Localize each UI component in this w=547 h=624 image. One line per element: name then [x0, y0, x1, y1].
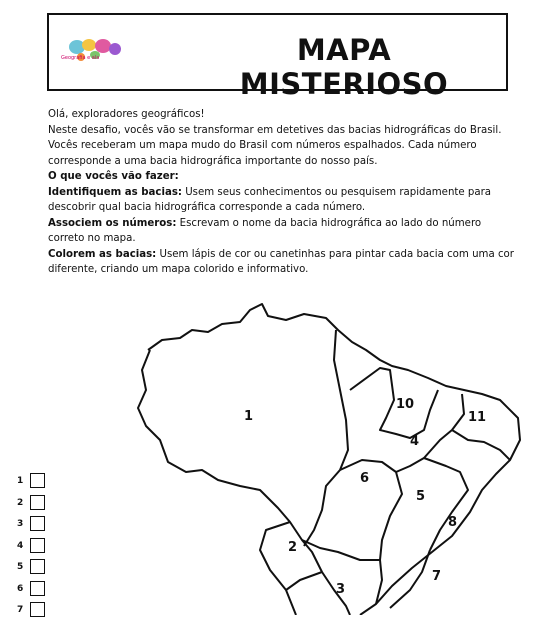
answer-checkbox[interactable]: [30, 516, 45, 531]
instructions: [48, 107, 518, 278]
answer-number: 3: [17, 519, 24, 529]
greeting: Olá, exploradores geográficos!: [48, 109, 205, 120]
answer-number: 2: [17, 497, 24, 508]
step-identify: Identifiquem as bacias: Usem seus conhecimentos ou pesquisem rapidamente para descobrir qual bacia hidrográfica corresponde a cada número.: [48, 186, 492, 213]
answer-checkbox[interactable]: [30, 538, 45, 553]
map-label-11: 11: [468, 410, 487, 425]
map-label-8: 8: [448, 515, 458, 530]
logo-text: Geografia e ala: [61, 55, 100, 61]
answer-number: 1: [17, 476, 24, 486]
map-label-10: 10: [396, 397, 415, 412]
answer-checkbox[interactable]: [30, 602, 45, 617]
answer-checkbox[interactable]: [30, 559, 45, 574]
answer-number: 4: [17, 540, 24, 551]
answer-number: 6: [17, 583, 24, 594]
map-label-2: 2: [288, 540, 298, 555]
map-label-3: 3: [336, 582, 346, 597]
intro-paragraph: Neste desafio, vocês vão se transformar em detetives das bacias hidrográficas do Brasil. Vocês receberam um mapa mudo do Brasil com números espalhados. Cada número corresponde a uma bacia hidrográfica importante do nosso país.: [48, 124, 502, 167]
answer-checkbox[interactable]: [30, 473, 45, 488]
map-label-1: 1: [244, 409, 254, 424]
header-box: [47, 13, 508, 101]
map-label-7: 7: [432, 569, 442, 584]
page-title: MAPA MISTERIOSO: [239, 33, 449, 101]
what-heading: O que vocês vão fazer:: [48, 171, 179, 182]
logo: [65, 33, 135, 73]
answer-number: 7: [17, 605, 24, 615]
map-label-4: 4: [410, 434, 420, 449]
step-color: Colorem as bacias: Usem lápis de cor ou canetinhas para pintar cada bacia com uma cor diferente, criando um mapa colorido e informativo.: [48, 248, 514, 275]
brazil-basin-map: [90, 290, 530, 620]
answer-checkbox[interactable]: [30, 495, 45, 510]
step-associate: Associem os números: Escrevam o nome da bacia hidrográfica ao lado do número correto no mapa.: [48, 217, 482, 244]
map-label-5: 5: [416, 489, 426, 504]
answer-number: 5: [17, 562, 24, 572]
map-label-6: 6: [360, 471, 370, 486]
answer-checkbox[interactable]: [30, 581, 45, 596]
